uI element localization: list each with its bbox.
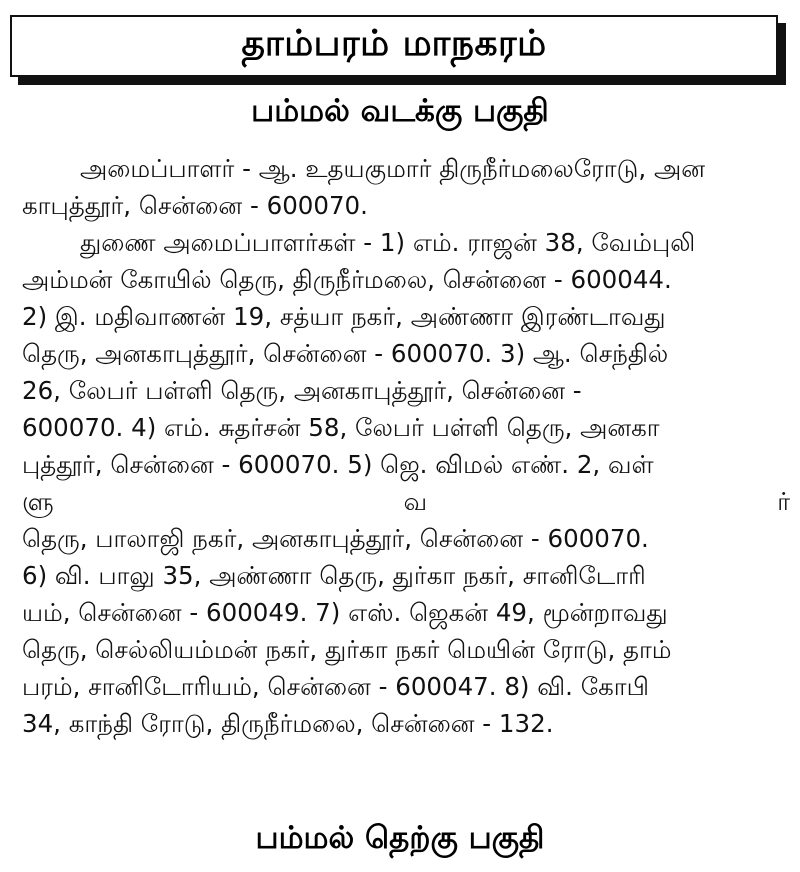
text-line: துணை அமைப்பாளர்கள் - 1) எம். ராஜன் 38, வேம்புலி <box>80 228 696 257</box>
spread-fragment: ர் <box>777 487 790 516</box>
text-line: காபுத்தூர், சென்னை - 600070. <box>22 191 368 220</box>
paragraph-organiser <box>22 150 790 224</box>
page-title: தாம்பரம் மாநகரம் <box>241 23 547 64</box>
text-line: தெரு, பாலாஜி நகர், அனகாபுத்தூர், சென்னை - 600070. <box>22 524 649 553</box>
text-line: 6) வி. பாலு 35, அண்ணா தெரு, துர்கா நகர், சானிடோரி <box>22 561 646 590</box>
text-line: தெரு, அனகாபுத்தூர், சென்னை - 600070. 3) ஆ. செந்தில் <box>22 339 669 368</box>
text-line: பரம், சானிடோரியம், சென்னை - 600047. 8) வி. கோபி <box>22 672 649 701</box>
text-line: அம்மன் கோயில் தெரு, திருநீர்மலை, சென்னை - 600044. <box>22 265 672 294</box>
title-box <box>10 15 778 77</box>
text-line: தெரு, செல்லியம்மன் நகர், துர்கா நகர் மெயின் ரோடு, தாம் <box>22 635 672 664</box>
text-line: அமைப்பாளர் - ஆ. உதயகுமார் திருநீர்மலைரோடு, அன <box>80 154 705 183</box>
article-body <box>22 150 790 742</box>
text-line: 2) இ. மதிவாணன் 19, சத்யா நகர், அண்ணா இரண்டாவது <box>22 302 666 331</box>
spread-fragment: ளு <box>22 487 54 516</box>
text-line: புத்தூர், சென்னை - 600070. 5) ஜெ. விமல் எண். 2, வள் <box>22 450 654 479</box>
paragraph-deputies <box>22 224 790 742</box>
section-heading-south: பம்மல் தெற்கு பகுதி <box>255 820 545 856</box>
text-line: 34, காந்தி ரோடு, திருநீர்மலை, சென்னை - 132. <box>22 709 554 738</box>
text-line: யம், சென்னை - 600049. 7) எஸ். ஜெகன் 49, மூன்றாவது <box>22 598 668 627</box>
section-heading-north: பம்மல் வடக்கு பகுதி <box>251 93 549 129</box>
cropped-text-strip <box>0 0 800 10</box>
text-line: 26, லேபர் பள்ளி தெரு, அனகாபுத்தூர், சென்னை - <box>22 376 582 405</box>
spread-fragment: வ <box>403 487 428 516</box>
text-line-spread <box>22 483 790 520</box>
text-line: 600070. 4) எம். சுதர்சன் 58, லேபர் பள்ளி தெரு, அனகா <box>22 413 660 442</box>
